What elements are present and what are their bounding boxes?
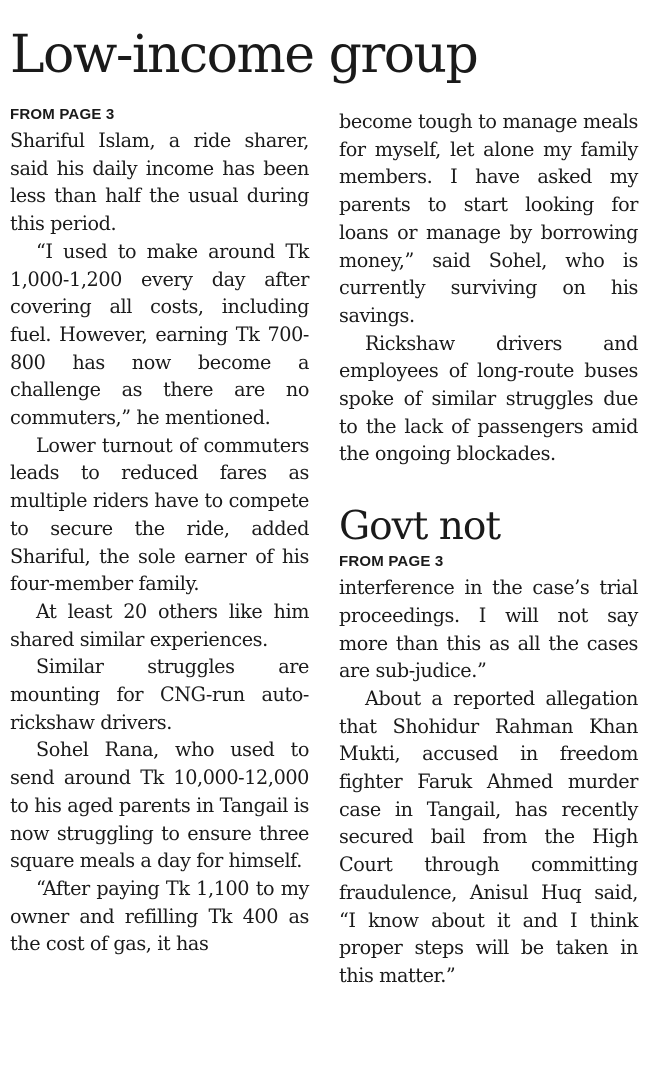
second-article-headline: Govt not [339,504,501,550]
article-paragraph: Shariful Islam, a ride sharer, said his daily income has been less than half the usual during this period. [10,129,309,236]
article-paragraph: become tough to manage meals for myself, let alone my family members. I have asked my parents to start looking for loans or manage by borrowing money,” said Sohel, who is currently surviving on his savings. [339,110,638,327]
left-column [10,105,309,958]
article-paragraph: Lower turnout of commuters leads to reduced fares as multiple riders have to compete to secure the ride, added Shariful, the sole earner of his four-member family. [10,433,309,596]
article-paragraph: interference in the case’s trial proceedings. I will not say more than this as all the cases are sub-judice.” [339,576,638,683]
article-headline: Low-income group [10,25,478,85]
article-paragraph: About a reported allegation that Shohidur Rahman Khan Mukti, accused in freedom fighter Faruk Ahmed murder case in Tangail, has recently secured bail from the High Court through committing fraudulence, Anisul Huq said, “I know about it and I think proper steps will be taken in this matter.” [339,686,638,987]
continued-from-label: FROM PAGE 3 [339,553,444,571]
right-column [339,108,638,990]
continued-from-label: FROM PAGE 3 [10,106,115,123]
article-paragraph: “I used to make around Tk 1,000-1,200 every day after covering all costs, including fuel. However, earning Tk 700-800 has now become a challenge as there are no commuters,” he mentioned. [10,239,309,430]
article-paragraph: “After paying Tk 1,100 to my owner and refilling Tk 400 as the cost of gas, it has [10,876,309,956]
article-paragraph: Sohel Rana, who used to send around Tk 10,000-12,000 to his aged parents in Tangail is now struggling to ensure three square meals a day for himself. [10,738,309,873]
article-paragraph: At least 20 others like him shared similar experiences. [10,599,309,651]
article-paragraph: Rickshaw drivers and employees of long-route buses spoke of similar struggles due to the lack of passengers amid the ongoing blockades. [339,331,638,466]
article-paragraph: Similar struggles are mounting for CNG-run auto-rickshaw drivers. [10,655,309,734]
